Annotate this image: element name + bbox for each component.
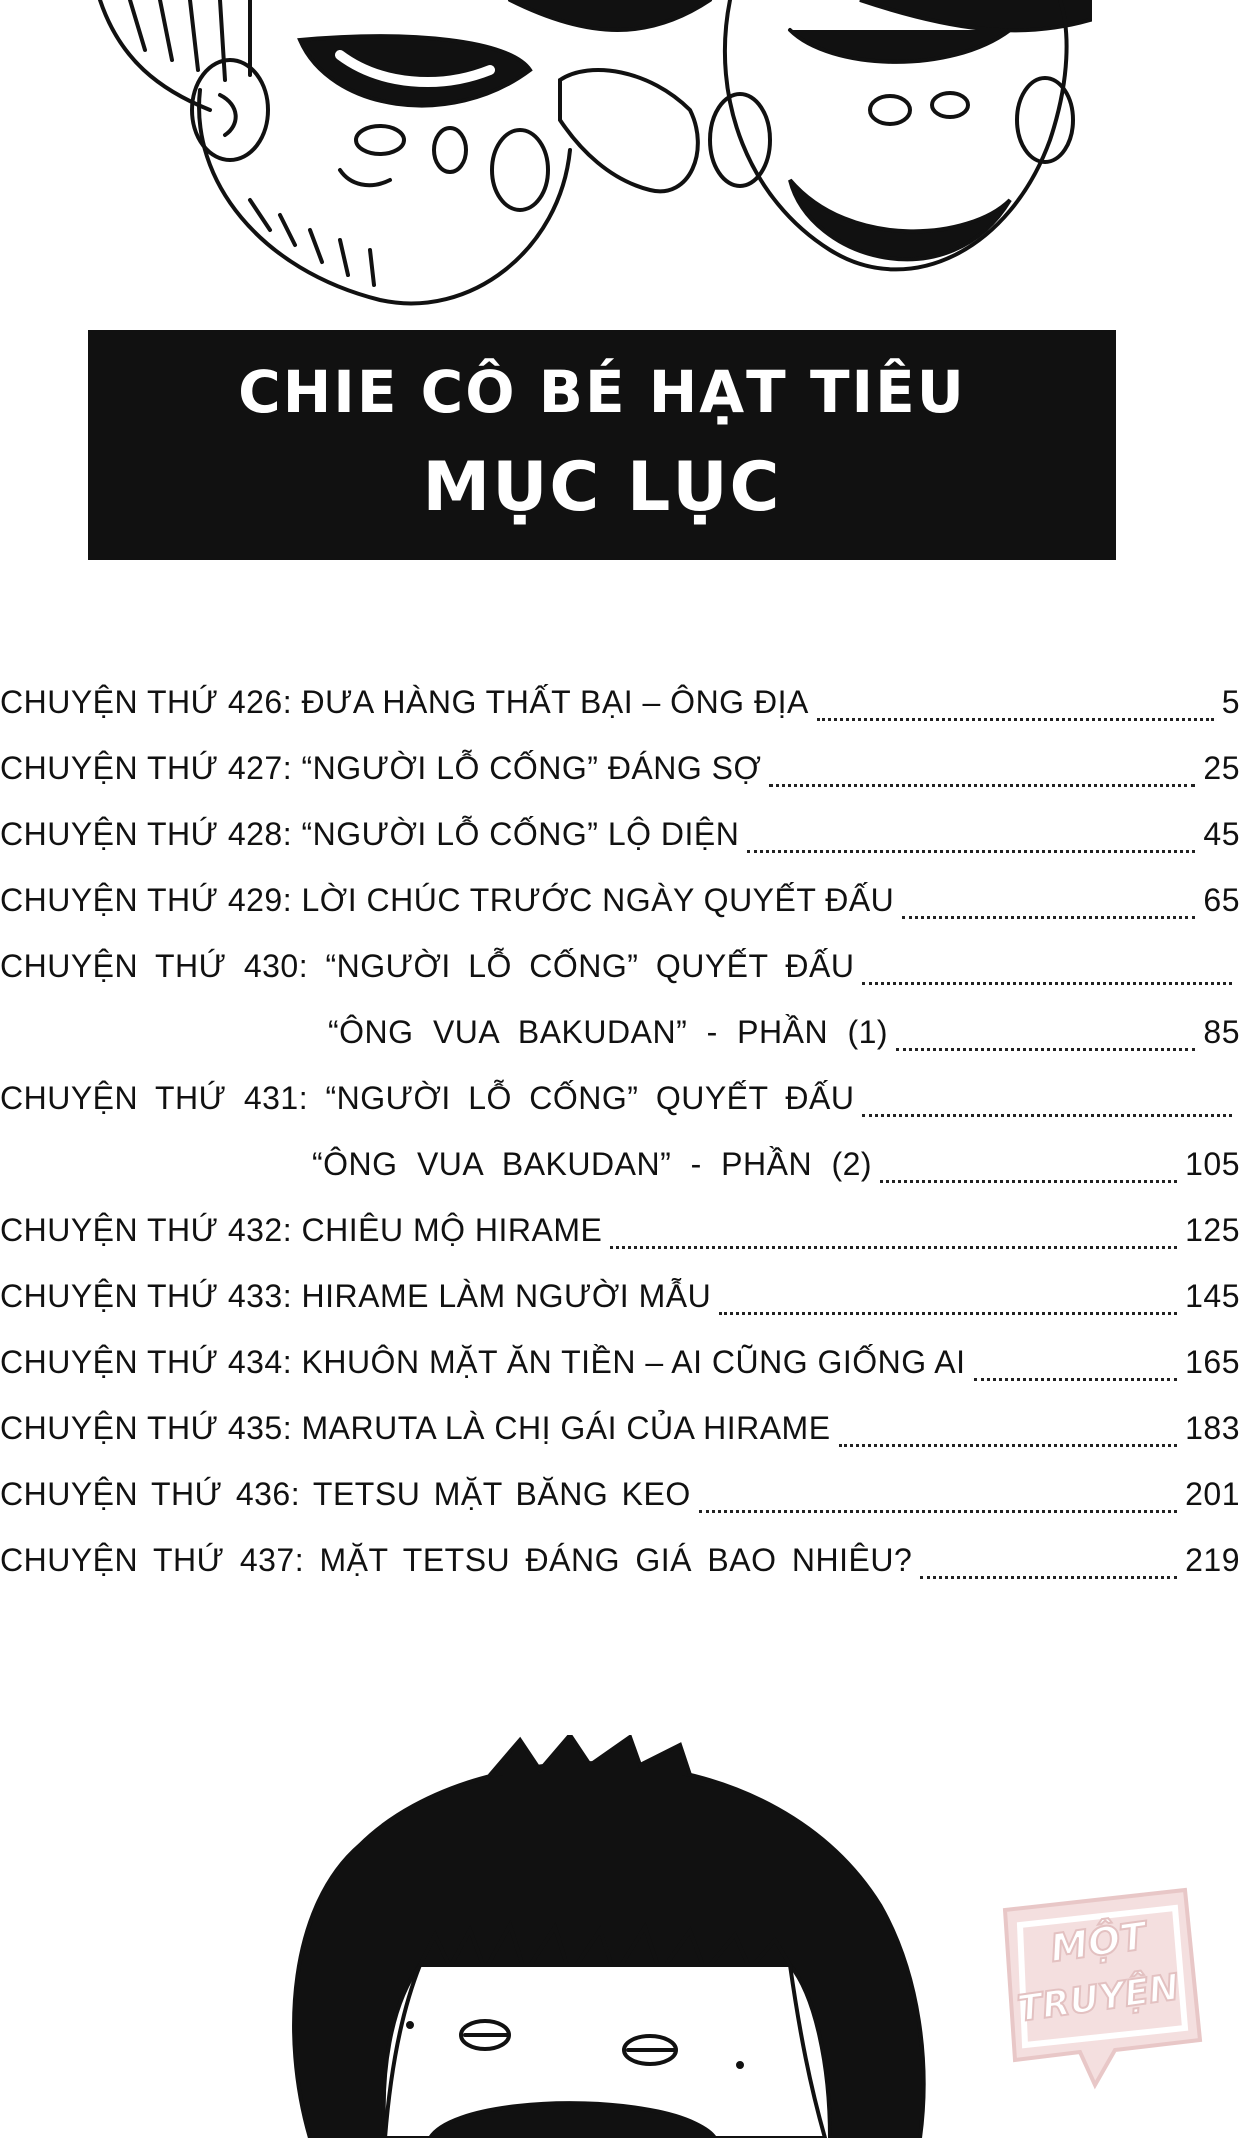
toc-entry: [0, 1476, 1240, 1526]
toc-page-number: 25: [1203, 750, 1240, 786]
toc-page-number: 125: [1185, 1212, 1240, 1248]
toc-page-number: 85: [1203, 1014, 1240, 1050]
dot-leader: [880, 1180, 1177, 1183]
toc-entry-title: “ÔNG VUA BAKUDAN” - PHẦN (1): [328, 1014, 889, 1050]
dot-leader: [817, 718, 1214, 721]
toc-entry-continuation: [328, 1014, 1240, 1064]
toc-entry-title: CHUYỆN THỨ 434: KHUÔN MẶT ĂN TIỀN – AI CŨNG GIỐNG AI: [0, 1344, 966, 1380]
toc-entry-title: CHUYỆN THỨ 433: HIRAME LÀM NGƯỜI MẪU: [0, 1278, 712, 1314]
toc-page-number: 65: [1203, 882, 1240, 918]
dot-leader: [769, 784, 1195, 787]
toc-page-number: 183: [1185, 1410, 1240, 1446]
toc-entry-title: CHUYỆN THỨ 437: MẶT TETSU ĐÁNG GIÁ BAO NHIÊU?: [0, 1542, 913, 1578]
toc-entry: [0, 1080, 1240, 1130]
table-of-contents-heading: MỤC LỤC: [422, 448, 782, 527]
toc-entry: [0, 684, 1240, 734]
dot-leader: [902, 916, 1195, 919]
toc-entry: [0, 1542, 1240, 1592]
bottom-illustration: [270, 1735, 970, 2138]
dot-leader: [839, 1444, 1178, 1447]
toc-page-number: 5: [1221, 684, 1240, 720]
toc-entry-title: CHUYỆN THỨ 430: “NGƯỜI LỖ CỐNG” QUYẾT ĐẤU: [0, 948, 855, 984]
toc-entry-title: “ÔNG VUA BAKUDAN” - PHẦN (2): [312, 1146, 873, 1182]
toc-page-number: 219: [1185, 1542, 1240, 1578]
toc-page-number: 45: [1203, 816, 1240, 852]
toc-page-number: 165: [1185, 1344, 1240, 1380]
toc-entry-title: CHUYỆN THỨ 436: TETSU MẶT BĂNG KEO: [0, 1476, 691, 1512]
toc-entry-title: CHUYỆN THỨ 435: MARUTA LÀ CHỊ GÁI CỦA HIRAME: [0, 1410, 831, 1446]
toc-entry: [0, 1212, 1240, 1262]
watermark-logo: [985, 1880, 1215, 2100]
dot-leader: [699, 1510, 1177, 1513]
toc-page-number: 105: [1185, 1146, 1240, 1182]
dot-leader: [862, 982, 1232, 985]
toc-entry: [0, 948, 1240, 998]
dot-leader: [862, 1114, 1232, 1117]
watermark-line-2: TRUYỆN: [1015, 1967, 1182, 2031]
series-title: CHIE CÔ BÉ HẠT TIÊU: [238, 358, 966, 426]
toc-entry-title: CHUYỆN THỨ 429: LỜI CHÚC TRƯỚC NGÀY QUYẾT ĐẤU: [0, 882, 895, 918]
toc-entry-title: CHUYỆN THỨ 431: “NGƯỜI LỖ CỐNG” QUYẾT ĐẤU: [0, 1080, 855, 1116]
toc-entry: [0, 1344, 1240, 1394]
toc-entry-continuation: [312, 1146, 1240, 1196]
dot-leader: [974, 1378, 1178, 1381]
toc-page-number: 145: [1185, 1278, 1240, 1314]
toc-entry-title: CHUYỆN THỨ 427: “NGƯỜI LỖ CỐNG” ĐÁNG SỢ: [0, 750, 762, 786]
toc-entry: [0, 1410, 1240, 1460]
toc-entry-title: CHUYỆN THỨ 426: ĐƯA HÀNG THẤT BẠI – ÔNG ĐỊA: [0, 684, 809, 720]
top-illustration: [90, 0, 1110, 320]
toc-entry: [0, 1278, 1240, 1328]
title-banner: [88, 330, 1116, 560]
dot-leader: [920, 1576, 1177, 1579]
watermark-line-1: MỘT: [1047, 1913, 1149, 1971]
toc-entry-title: CHUYỆN THỨ 432: CHIÊU MỘ HIRAME: [0, 1212, 603, 1248]
dot-leader: [896, 1048, 1195, 1051]
toc-entry-title: CHUYỆN THỨ 428: “NGƯỜI LỖ CỐNG” LỘ DIỆN: [0, 816, 740, 852]
dot-leader: [610, 1246, 1177, 1249]
toc-entry: [0, 882, 1240, 932]
toc-entry: [0, 750, 1240, 800]
dot-leader: [719, 1312, 1177, 1315]
toc-page-number: 201: [1185, 1476, 1240, 1512]
toc-entry: [0, 816, 1240, 866]
dot-leader: [747, 850, 1195, 853]
